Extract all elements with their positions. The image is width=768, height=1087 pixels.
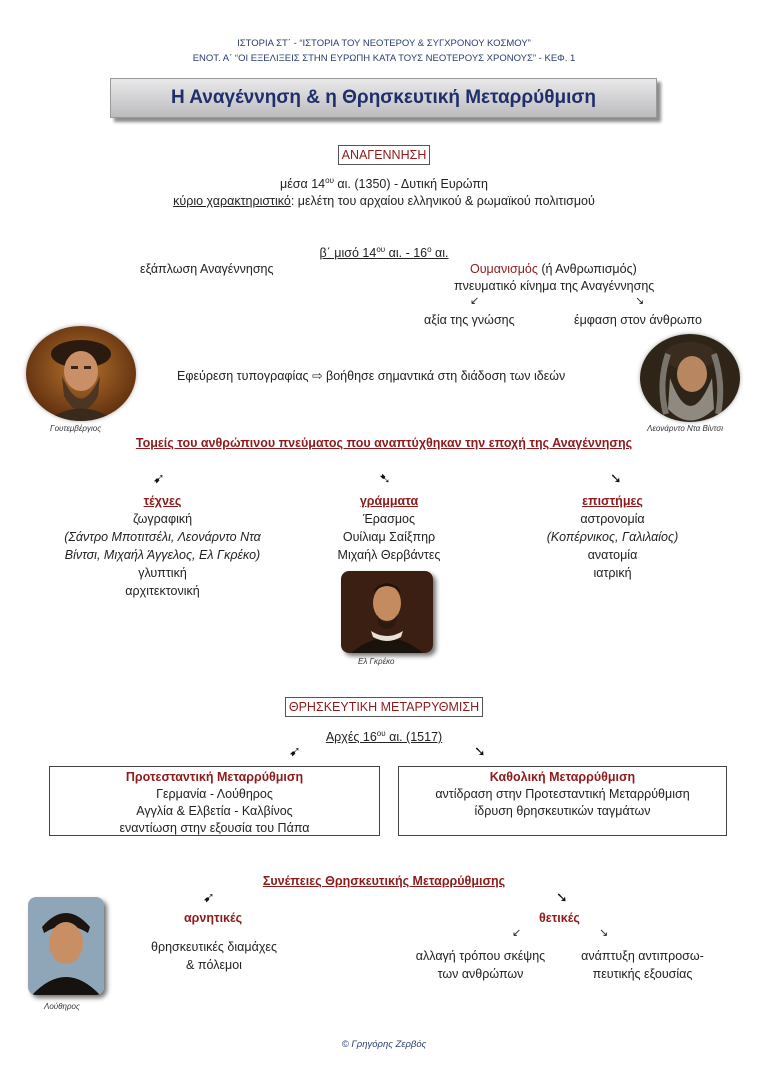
arts-line1: ζωγραφική — [132, 512, 193, 526]
luther-caption: Λούθηρος — [44, 1002, 80, 1011]
spread-pre: β΄ μισό 14 — [319, 246, 377, 261]
reformation-start — [0, 729, 768, 744]
letters-line3: Μιχαήλ Θερβάντες — [337, 548, 441, 562]
course-header-line2: ΕΝΟΤ. Α΄ “ΟΙ ΕΞΕΛΙΞΕΙΣ ΣΤΗΝ ΕΥΡΩΠΗ ΚΑΤΑ ΤΟΥΣ ΝΕΟΤΕΡΟΥΣ ΧΡΟΝΟΥΣ” - ΚΕΦ. 1 — [192, 53, 576, 64]
period-pre: μέσα 14 — [280, 177, 326, 192]
protestant-line1: Γερμανία - Λούθηρος — [156, 787, 273, 801]
double-arrow-right-icon: ⇨ — [312, 369, 323, 383]
page-title: Η Αναγέννηση & η Θρησκευτική Μεταρρύθμιση — [170, 87, 597, 108]
spread-mid: αι. - 16 — [385, 246, 428, 261]
humanism-line — [470, 262, 637, 276]
sciences-line1: αστρονομία — [580, 512, 645, 526]
negative-list — [130, 938, 298, 974]
arts-line4: γλυπτική — [138, 566, 187, 580]
period-post: αι. (1350) - Δυτική Ευρώπη — [333, 177, 488, 192]
reformation-heading-wrap — [0, 698, 768, 716]
letters-line1: Έρασμος — [362, 512, 416, 526]
start-post: αι. (1517) — [385, 730, 443, 745]
davinci-caption: Λεονάρντο Ντα Βίντσι — [647, 424, 724, 433]
arts-column — [40, 492, 285, 600]
arts-line5: αρχιτεκτονική — [125, 584, 200, 598]
spread-sup1: ου — [376, 245, 386, 254]
sciences-column — [520, 492, 705, 582]
catholic-title: Καθολική Μεταρρύθμιση — [489, 770, 636, 784]
spread-sup2: ο — [427, 245, 432, 254]
humanism-rest: (ή Ανθρωπισμός) — [537, 262, 637, 276]
start-sup: ου — [376, 729, 386, 738]
positive-a2: των ανθρώπων — [437, 967, 524, 981]
catholic-line2: ίδρυση θρησκευτικών ταγμάτων — [474, 804, 651, 818]
negative-title: αρνητικές — [184, 911, 243, 925]
gutenberg-caption: Γουτεμβέργιος — [50, 424, 102, 433]
sciences-line4: ιατρική — [593, 566, 632, 580]
renaissance-heading: ΑΝΑΓΕΝΝΗΣΗ — [338, 145, 431, 165]
protestant-box — [49, 766, 380, 836]
emphasis-human: έμφαση στον άνθρωπο — [574, 313, 702, 327]
protestant-line3: εναντίωση στην εξουσία του Πάπα — [119, 821, 310, 835]
elgreco-portrait — [341, 571, 433, 653]
letters-title: γράμματα — [359, 494, 419, 508]
negative-line1: θρησκευτικές διαμάχες — [151, 940, 277, 954]
arts-title: τέχνες — [143, 494, 182, 508]
feature-label: κύριο χαρακτηριστικό — [173, 194, 291, 208]
negative-line2: & πόλεμοι — [186, 958, 242, 972]
printing-pre: Εφεύρεση τυπογραφίας — [177, 369, 309, 383]
renaissance-period — [0, 176, 768, 191]
renaissance-heading-wrap — [0, 146, 768, 164]
reformation-heading: ΘΡΗΣΚΕΥΤΙΚΗ ΜΕΤΑΡΡΥΘΜΙΣΗ — [285, 697, 483, 717]
renaissance-feature — [0, 194, 768, 208]
printing-post: βοήθησε σημαντικά στη διάδοση των ιδεών — [322, 369, 566, 383]
letters-line2: Ουίλιαμ Σαίξπηρ — [342, 530, 436, 544]
consequences-heading: Συνέπειες Θρησκευτικής Μεταρρύθμισης — [262, 874, 506, 888]
positive-b2: πευτικής εξουσίας — [592, 967, 693, 981]
sciences-title: επιστήμες — [582, 494, 643, 508]
arrow-catholic-icon: ➘ — [474, 743, 486, 759]
domains-heading: Τομείς του ανθρώπινου πνεύματος που αναπτύχθηκαν την εποχή της Αναγέννησης — [135, 436, 633, 450]
arrow-positive-a-icon: ↙ — [512, 927, 522, 939]
elgreco-portrait-image — [341, 571, 433, 653]
arrow-down-left-icon: ↙ — [470, 295, 480, 307]
arrow-letters-icon: ➷ — [379, 470, 391, 486]
protestant-title: Προτεσταντική Μεταρρύθμιση — [125, 770, 304, 784]
arrow-down-right-icon: ↘ — [635, 295, 645, 307]
sciences-line3: ανατομία — [587, 548, 638, 562]
luther-portrait-image — [28, 897, 104, 995]
davinci-portrait — [640, 334, 740, 422]
positive-b — [560, 947, 725, 983]
spread-label: εξάπλωση Αναγέννησης — [140, 262, 274, 276]
positive-a — [403, 947, 558, 983]
gutenberg-portrait-image — [26, 326, 136, 421]
davinci-portrait-image — [640, 334, 740, 422]
catholic-line1: αντίδραση στην Προτεσταντική Μεταρρύθμιση — [435, 787, 690, 801]
positive-title: θετικές — [539, 911, 580, 925]
elgreco-caption: Ελ Γκρέκο — [358, 657, 395, 666]
humanism-word: Ουμανισμός — [470, 262, 538, 276]
humanism-desc: πνευματικό κίνημα της Αναγέννησης — [454, 279, 655, 293]
footer-copyright: © Γρηγόρης Ζερβός — [341, 1039, 427, 1050]
title-banner — [110, 78, 657, 118]
gutenberg-portrait — [26, 326, 136, 421]
feature-text: : μελέτη του αρχαίου ελληνικού & ρωμαϊκού πολιτισμού — [290, 194, 595, 208]
protestant-line2: Αγγλία & Ελβετία - Καλβίνος — [136, 804, 293, 818]
arrow-arts-icon: ➹ — [153, 470, 165, 486]
positive-a1: αλλαγή τρόπου σκέψης — [415, 949, 546, 963]
spread-post: αι. — [431, 246, 449, 261]
printing-line — [177, 368, 565, 383]
arrow-protestant-icon: ➹ — [289, 743, 301, 759]
arts-line3: Βίντσι, Μιχαήλ Άγγελος, Ελ Γκρέκο) — [64, 548, 261, 562]
course-header-line1: ΙΣΤΟΡΙΑ ΣΤ΄ - “ΙΣΤΟΡΙΑ ΤΟΥ ΝΕΟΤΕΡΟΥ & ΣΥΓΧΡΟΝΟΥ ΚΟΣΜΟΥ” — [237, 38, 531, 49]
arrow-negative-icon: ➹ — [203, 889, 215, 905]
start-pre: Αρχές 16 — [325, 730, 377, 745]
arrow-sciences-icon: ➘ — [610, 470, 622, 486]
period-sup: ου — [325, 176, 334, 185]
arrow-positive-icon: ➘ — [556, 889, 568, 905]
arrow-positive-b-icon: ↘ — [599, 927, 609, 939]
luther-portrait — [28, 897, 104, 995]
value-knowledge: αξία της γνώσης — [424, 313, 515, 327]
renaissance-spread-period — [0, 245, 768, 260]
catholic-box — [398, 766, 727, 836]
letters-column — [300, 492, 478, 564]
arts-line2: (Σάντρο Μποτιτσέλι, Λεονάρντο Ντα — [64, 530, 261, 544]
positive-b1: ανάπτυξη αντιπροσω- — [581, 949, 704, 963]
sciences-line2: (Κοπέρνικος, Γαλιλαίος) — [546, 530, 679, 544]
